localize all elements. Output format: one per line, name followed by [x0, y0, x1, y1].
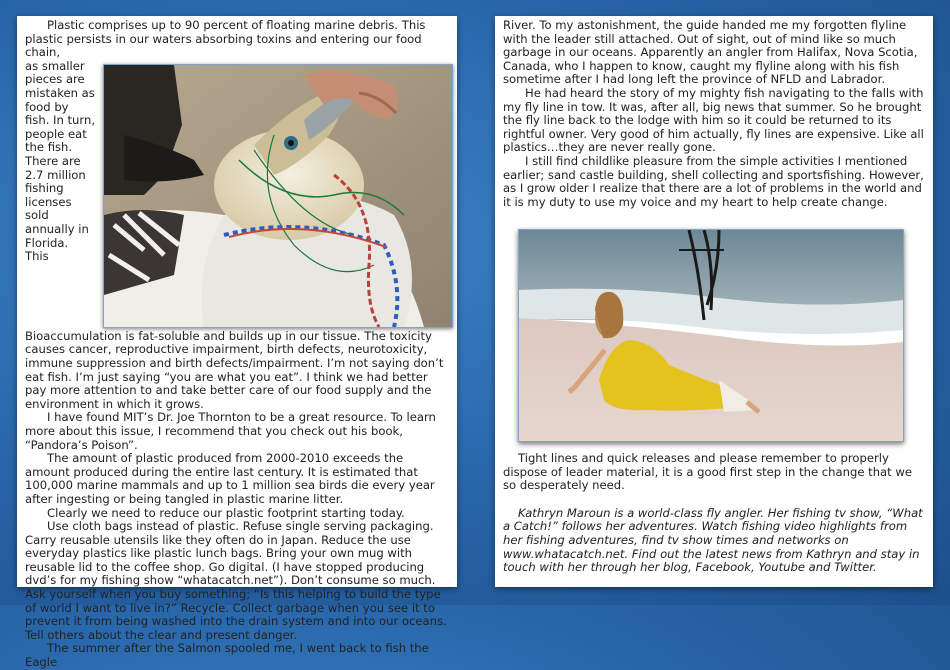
right-column-text: [503, 19, 927, 209]
left-column-text: [25, 19, 451, 670]
left-paragraph-1-wrap: as smaller pieces are mistaken as food by fish. In turn, people eat the fish. There are 2.7 million fishing licenses sold annually in Florida. This Bioaccumulation is fat-soluble and builds up in our tissue. The toxicity causes cancer, reproductive impairment, birth defects, neurotoxicity, immune suppression and birth defects/impairment. I’m not saying don’t eat fish. I’m just saying “you are what you eat”. I think we had better pay more attention to and take better care of our food supply and the environment in which it grows.: [25, 58, 444, 411]
right-paragraph-1: River. To my astonishment, the guide handed me my forgotten flyline with the leader still attached. Out of sight, out of mind like so much garbage in our oceans. Apparently an angler from Halifax, Nova Scotia, Canada, who I happen to know, caught my flyline along with his fish sometime after I had long left the province of NFLD and Labrador.: [503, 18, 918, 87]
right-paragraph-2: He had heard the story of my mighty fish navigating to the falls with my fly line in tow. It was, after all, big news that summer. So he brought the fly line back to the lodge with him so it could be returned to its rightful owner. Very good of him actually, fly lines are expensive. Like all plastics…they are never really gone.: [503, 85, 924, 155]
left-paragraph-6: The summer after the Salmon spooled me, I went back to fish the Eagle: [25, 641, 429, 670]
author-bio: Kathryn Maroun is a world-class fly angler. Her fishing tv show, “What a Catch!” follows her adventures. Watch fishing video highlights from her fishing adventures, find tv show times and networks on www.whatacatch.net. Find out the latest news from Kathryn and stay in touch with her through her blog, Facebook, Youtube and Twitter.: [503, 505, 923, 575]
left-paragraph-4: Clearly we need to reduce our plastic footprint starting today.: [47, 505, 405, 520]
woman-on-beach-photo: [518, 229, 904, 442]
left-paragraph-5: Use cloth bags instead of plastic. Refuse single serving packaging. Carry reusable utensils like they often do in Japan. Reduce the use everyday plastics like plastic lunch bags. Bring your own mug with reusable lid to the coffee shop. Go digital. (I have stopped producing dvd’s for my fishing show “whatacatch.net”). Don’t consume so much. Ask yourself when you buy something; “Is this helping to build the type of world I want to live in?” Recycle. Collect garbage when you see it to prevent it from being washed into the drain system and into our oceans. Tell others about the clear and present danger.: [25, 519, 447, 642]
right-page: [495, 16, 933, 587]
right-paragraph-4: Tight lines and quick releases and please remember to properly dispose of leader material, it is a good first step in the change that we so desperately need.: [503, 451, 913, 493]
right-bottom-text: [503, 452, 927, 575]
left-page: [17, 16, 457, 670]
right-paragraph-3: I still find childlike pleasure from the simple activities I mentioned earlier; sand castle building, shell collecting and sportsfishing. However, as I grow older I realize that there are a lot of problems in the world and it is my duty to use my voice and my heart to help create change.: [503, 153, 924, 209]
gannet-tangled-in-fishing-line-photo: [103, 64, 453, 328]
left-paragraph-3: The amount of plastic produced from 2000-2010 exceeds the amount produced during the entire last century. It is estimated that 100,000 marine mammals and up to 1 million sea birds die every year after ingesting or being tangled in plastic marine litter.: [25, 451, 435, 506]
left-paragraph-2: I have found MIT’s Dr. Joe Thornton to be a great resource. To learn more about this issue, I recommend that you check out his book, “Pandora’s Poison”.: [25, 410, 436, 452]
left-paragraph-1-lead: Plastic comprises up to 90 percent of floating marine debris. This plastic persists in our waters absorbing toxins and entering our food chain,: [25, 18, 426, 60]
